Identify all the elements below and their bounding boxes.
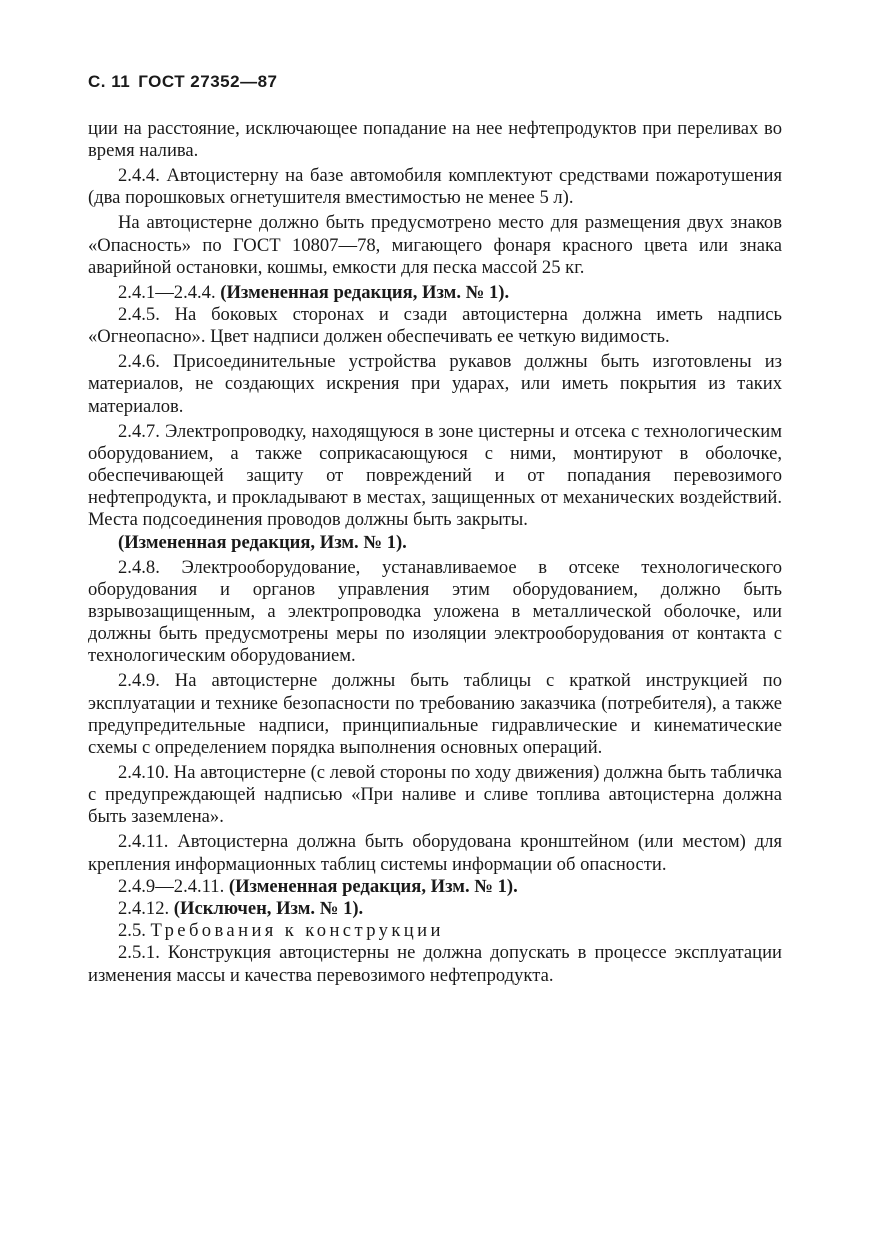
clause-2-4-12 (88, 898, 782, 920)
clause-2-4-8: 2.4.8. Электрооборудование, устанавливаемое в отсеке технологического оборудования и органов управления этим оборудованием, должно быть взрывозащищенным, а электропроводка уложена в металлической оболочке, или должны быть предусмотрены меры по изоляции электрооборудования от контакта с технологическим оборудованием. (88, 556, 782, 667)
paragraph-continuation: ции на расстояние, исключающее попадание на нее нефтепродуктов при переливах во время налива. (88, 118, 782, 162)
clause-2-4-10: 2.4.10. На автоцистерне (с левой стороны по ходу движения) должна быть табличка с предупреждающей надписью «При наливе и сливе топлива автоцистерна должна быть заземлена». (88, 762, 782, 828)
document-body (88, 118, 782, 990)
clause-range: 2.4.9—2.4.11. (118, 875, 225, 897)
clause-2-4-11: 2.4.11. Автоцистерна должна быть оборудована кронштейном (или местом) для крепления информационных таблиц системы информации об опасности. (88, 831, 782, 875)
clause-2-4-5: 2.4.5. На боковых сторонах и сзади автоцистерна должна иметь надпись «Огнеопасно». Цвет надписи должен обеспечивать ее четкую видимость. (88, 304, 782, 348)
clause-2-4-6: 2.4.6. Присоединительные устройства рукавов должны быть изготовлены из материалов, не создающих искрения при ударах, или иметь покрытия из таких материалов. (88, 351, 782, 417)
page-number: С. 11 (88, 72, 131, 91)
paragraph-warning-signs: На автоцистерне должно быть предусмотрено место для размещения двух знаков «Опасность» по ГОСТ 10807—78, мигающего фонаря красного цвета или знака аварийной остановки, кошмы, емкости для песка массой 25 кг. (88, 212, 782, 278)
amendment-note-2-4-1 (88, 282, 782, 304)
clause-2-4-7: 2.4.7. Электропроводку, находящуюся в зоне цистерны и отсека с технологическим оборудованием, а также соприкасающуюся с ними, монтируют в оболочке, обеспечивающей защиту от повреждений и от попадания перевозимого нефтепродукта, и прокладывают в местах, защищенных от механических воздействий. Места подсоединения проводов должны быть закрыты. (88, 420, 782, 531)
section-number: 2.5. (118, 920, 146, 942)
clause-2-4-4: 2.4.4. Автоцистерну на базе автомобиля комплектуют средствами пожаротушения (два порошковых огнетушителя вместимостью не менее 5 л). (88, 165, 782, 209)
clause-number: 2.4.12. (118, 898, 170, 920)
standard-designation: ГОСТ 27352—87 (138, 72, 278, 91)
page-header (88, 72, 277, 92)
excluded-label: (Исключен, Изм. № 1). (173, 898, 364, 920)
clause-2-5-1: 2.5.1. Конструкция автоцистерны не должна допускать в процессе эксплуатации изменения массы и качества перевозимого нефтепродукта. (88, 942, 782, 986)
clause-range: 2.4.1—2.4.4. (118, 281, 216, 303)
amendment-label: (Измененная редакция, Изм. № 1). (228, 875, 518, 897)
amendment-note-2-4-7: (Измененная редакция, Изм. № 1). (118, 531, 407, 553)
section-heading-2-5 (88, 920, 782, 942)
amendment-label: (Измененная редакция, Изм. № 1). (220, 281, 510, 303)
clause-2-4-9: 2.4.9. На автоцистерне должны быть таблицы с краткой инструкцией по эксплуатации и технике безопасности по требованию заказчика (потребителя), а также предупредительные надписи, принципиальные гидравлические и кинематические схемы с определением порядка выполнения основных операций. (88, 670, 782, 759)
amendment-note-2-4-9 (88, 876, 782, 898)
section-title: Требования к конструкции (150, 920, 444, 942)
